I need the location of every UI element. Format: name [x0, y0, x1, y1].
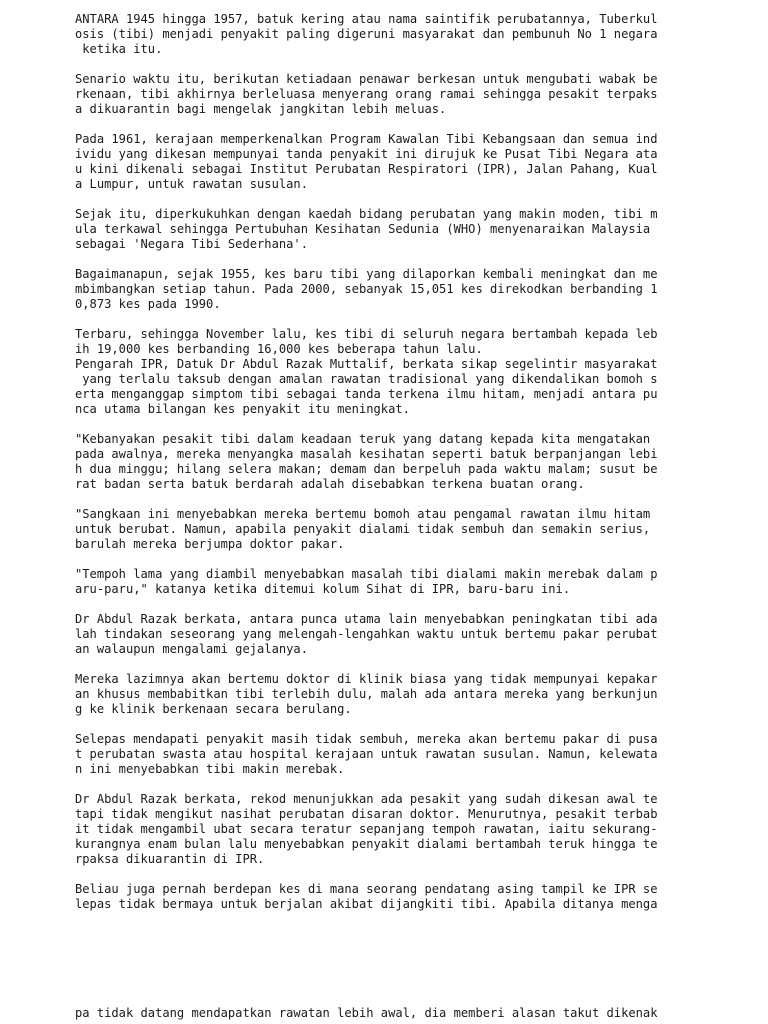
text-line: rat badan serta batuk berdarah adalah disebabkan terkena buatan orang. — [75, 477, 585, 491]
paragraph-9 — [75, 567, 685, 597]
text-line: Bagaimanapun, sejak 1955, kes baru tibi yang dilaporkan kembali meningkat dan me — [75, 267, 658, 281]
paragraph-11 — [75, 672, 685, 717]
text-line: 0,873 kes pada 1990. — [75, 297, 221, 311]
text-line: nca utama bilangan kes penyakit itu meningkat. — [75, 402, 410, 416]
paragraph-4 — [75, 207, 685, 252]
paragraph-2 — [75, 72, 685, 117]
paragraph-1 — [75, 12, 685, 57]
text-line: ividu yang dikesan mempunyai tanda penyakit ini dirujuk ke Pusat Tibi Negara ata — [75, 147, 658, 161]
text-line: sebagai 'Negara Tibi Sederhana'. — [75, 237, 308, 251]
text-line: u kini dikenali sebagai Institut Perubatan Respiratori (IPR), Jalan Pahang, Kual — [75, 162, 658, 176]
paragraph-7 — [75, 432, 685, 492]
text-line: "Kebanyakan pesakit tibi dalam keadaan teruk yang datang kepada kita mengatakan — [75, 432, 651, 446]
text-line: t perubatan swasta atau hospital kerajaan untuk rawatan susulan. Namun, kelewata — [75, 747, 658, 761]
text-line: erta menganggap simptom tibi sebagai tanda terkena ilmu hitam, menjadi antara pu — [75, 387, 658, 401]
text-line: lah tindakan seseorang yang melengah-lengahkan waktu untuk bertemu pakar perubat — [75, 627, 658, 641]
text-line: Pada 1961, kerajaan memperkenalkan Program Kawalan Tibi Kebangsaan dan semua ind — [75, 132, 658, 146]
paragraph-6 — [75, 327, 685, 417]
text-line: Selepas mendapati penyakit masih tidak sembuh, mereka akan bertemu pakar di pusa — [75, 732, 658, 746]
text-line: n ini menyebabkan tibi makin merebak. — [75, 762, 345, 776]
paragraph-3 — [75, 132, 685, 192]
text-line: barulah mereka berjumpa doktor pakar. — [75, 537, 345, 551]
text-line: h dua minggu; hilang selera makan; demam dan berpeluh pada waktu malam; susut be — [75, 462, 658, 476]
text-line: ula terkawal sehingga Pertubuhan Kesihatan Sedunia (WHO) menyenaraikan Malaysia — [75, 222, 651, 236]
text-line: pada awalnya, mereka menyangka masalah kesihatan seperti batuk berpanjangan lebi — [75, 447, 658, 461]
text-line: tapi tidak mengikut nasihat perubatan disaran doktor. Menurutnya, pesakit terbab — [75, 807, 658, 821]
text-line: kurangnya enam bulan lalu menyebabkan penyakit dialami bertambah teruk hingga te — [75, 837, 658, 851]
continuation-line: pa tidak datang mendapatkan rawatan lebih awal, dia memberi alasan takut dikenak — [75, 1006, 658, 1020]
text-line: an walaupun mengalami gejalanya. — [75, 642, 308, 656]
text-line: osis (tibi) menjadi penyakit paling digeruni masyarakat dan pembunuh No 1 negara — [75, 27, 658, 41]
paragraph-5 — [75, 267, 685, 312]
text-line: a Lumpur, untuk rawatan susulan. — [75, 177, 308, 191]
paragraph-13 — [75, 792, 685, 867]
text-line: rpaksa dikuarantin di IPR. — [75, 852, 265, 866]
text-line: Sejak itu, diperkukuhkan dengan kaedah bidang perubatan yang makin moden, tibi m — [75, 207, 658, 221]
text-line: Pengarah IPR, Datuk Dr Abdul Razak Muttalif, berkata sikap segelintir masyarakat — [75, 357, 658, 371]
text-line: Dr Abdul Razak berkata, rekod menunjukkan ada pesakit yang sudah dikesan awal te — [75, 792, 658, 806]
text-line: untuk berubat. Namun, apabila penyakit dialami tidak sembuh dan semakin serius, — [75, 522, 651, 536]
text-line: ANTARA 1945 hingga 1957, batuk kering atau nama saintifik perubatannya, Tuberkul — [75, 12, 658, 26]
text-line: aru-paru," katanya ketika ditemui kolum Sihat di IPR, baru-baru ini. — [75, 582, 571, 596]
text-line: lepas tidak bermaya untuk berjalan akibat dijangkiti tibi. Apabila ditanya menga — [75, 897, 658, 911]
text-line: g ke klinik berkenaan secara berulang. — [75, 702, 352, 716]
text-line: it tidak mengambil ubat secara teratur sepanjang tempoh rawatan, iaitu sekurang- — [75, 822, 658, 836]
text-line: Dr Abdul Razak berkata, antara punca utama lain menyebabkan peningkatan tibi ada — [75, 612, 658, 626]
text-line: Senario waktu itu, berikutan ketiadaan penawar berkesan untuk mengubati wabak be — [75, 72, 658, 86]
text-line: Beliau juga pernah berdepan kes di mana seorang pendatang asing tampil ke IPR se — [75, 882, 658, 896]
text-line: a dikuarantin bagi mengelak jangkitan lebih meluas. — [75, 102, 447, 116]
text-line: yang terlalu taksub dengan amalan rawatan tradisional yang dikendalikan bomoh s — [75, 372, 658, 386]
text-line: ketika itu. — [75, 42, 163, 56]
text-line: "Tempoh lama yang diambil menyebabkan masalah tibi dialami makin merebak dalam p — [75, 567, 658, 581]
text-line: rkenaan, tibi akhirnya berleluasa menyerang orang ramai sehingga pesakit terpaks — [75, 87, 658, 101]
text-line: ih 19,000 kes berbanding 16,000 kes beberapa tahun lalu. — [75, 342, 483, 356]
paragraph-14 — [75, 882, 685, 912]
paragraph-12 — [75, 732, 685, 777]
text-line: an khusus membabitkan tibi terlebih dulu, malah ada antara mereka yang berkunjun — [75, 687, 658, 701]
text-line: Mereka lazimnya akan bertemu doktor di klinik biasa yang tidak mempunyai kepakar — [75, 672, 658, 686]
article-body — [75, 12, 685, 912]
paragraph-8 — [75, 507, 685, 552]
paragraph-10 — [75, 612, 685, 657]
text-line: Terbaru, sehingga November lalu, kes tibi di seluruh negara bertambah kepada leb — [75, 327, 658, 341]
text-line: mbimbangkan setiap tahun. Pada 2000, sebanyak 15,051 kes direkodkan berbanding 1 — [75, 282, 658, 296]
text-line: "Sangkaan ini menyebabkan mereka bertemu bomoh atau pengamal rawatan ilmu hitam — [75, 507, 651, 521]
